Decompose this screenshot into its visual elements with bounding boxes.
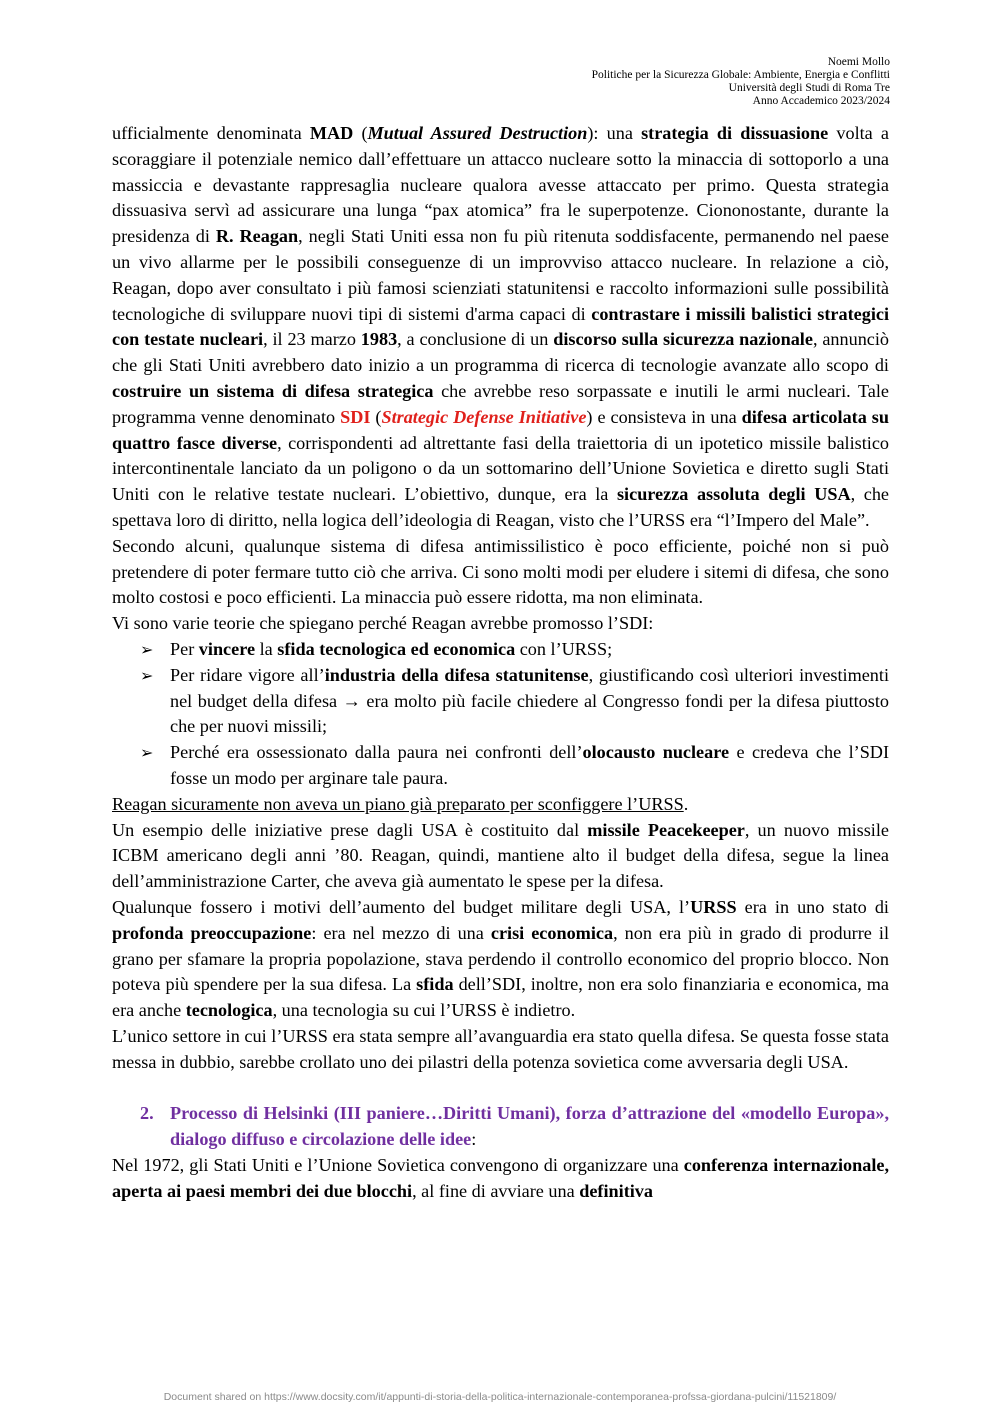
bold-text: missile Peacekeeper xyxy=(587,819,745,840)
bold-text: difesa articolata su quattro fasce diverse xyxy=(112,406,889,453)
text: , il 23 marzo xyxy=(263,329,361,350)
bold-text: contrastare i missili balistici strategici con testate nucleari xyxy=(112,303,889,350)
text: la xyxy=(255,638,278,659)
text: volta a scoraggiare il potenziale nemico dall’effettuare un attacco nucleare sotto la minaccia di sottoporlo a una massiccia e devastante rappresaglia nucleare qualora avesse attaccato per primo. Questa strategia dissuasiva servì ad assicurare una lunga “pax atomica” fra le superpotenze. Ciononostante, durante la presidenza di xyxy=(112,123,889,247)
header-course: Politiche per la Sicurezza Globale: Ambiente, Energia e Conflitti xyxy=(591,69,890,81)
bold-text: MAD xyxy=(309,123,354,143)
text: ( xyxy=(353,123,368,143)
text: , al fine di avviare una xyxy=(412,1180,580,1201)
bold-text: industria della difesa statunitense xyxy=(324,664,589,685)
bold-text: discorso sulla sicurezza nazionale xyxy=(553,329,813,350)
paragraph-theories-intro: Vi sono varie teorie che spiegano perché Reagan avrebbe promosso l’SDI: xyxy=(112,613,654,634)
underlined-text: Reagan sicuramente non aveva un piano già preparato per sconfiggere l’URSS xyxy=(112,793,684,814)
text: con l’URSS; xyxy=(515,638,613,659)
text: , giustificando così ulteriori investimenti nel budget della difesa → era molto più facile chiedere al Congresso fondi per la difesa piuttosto che per nuovi missili; xyxy=(170,664,889,737)
bold-text: tecnologica xyxy=(185,1000,273,1021)
paragraph-avant-garde: L’unico settore in cui l’URSS era stata sempre all’avanguardia era stato quella difesa. Se questa fosse stata messa in dubbio, sarebbe crollato uno dei pilastri della potenza sovietica come avversaria degli USA. xyxy=(112,1025,889,1072)
bold-text: URSS xyxy=(690,896,737,917)
text: che avrebbe reso sorpassate e inutili le armi nucleari. Tale programma venne denominato xyxy=(112,380,889,427)
bold-text: sfida xyxy=(416,974,454,995)
bold-text: conferenza internazionale, aperta ai paesi membri dei due blocchi xyxy=(112,1154,889,1201)
list-item xyxy=(140,663,889,740)
text: era in uno stato di xyxy=(736,896,889,917)
text: : xyxy=(471,1129,477,1150)
text: Per ridare vigore all’ xyxy=(170,664,325,685)
text: , non era più in grado di produrre il grano per sfamare la propria popolazione, stava perdendo il controllo economico del proprio blocco. Non poteva più spendere per la sua difesa. La xyxy=(112,922,889,995)
bold-italic-text: Mutual Assured Destruction xyxy=(367,123,588,143)
section-heading xyxy=(112,1101,889,1153)
text: Un esempio delle iniziative prese dagli USA è costituito dal xyxy=(112,819,588,840)
paragraph-no-plan xyxy=(112,792,889,818)
text: dell’SDI, inoltre, non era solo finanziaria e economica, ma era anche xyxy=(112,974,889,1021)
arrow-bullet-icon: ➢ xyxy=(140,639,154,659)
text: e credeva che l’SDI fosse un modo per arginare tale paura. xyxy=(170,742,889,788)
text: , che spettava loro di diritto, nella logica dell’ideologia di Reagan, visto che l’URSS era “l’Impero del Male”. xyxy=(112,484,889,530)
text: Per xyxy=(170,638,199,659)
text: , corrispondenti ad altrettante fasi della traiettoria di un ipotetico missile balistico intercontinentale lanciato da un poligono o da un sottomarino dell’Unione Sovietica e diretto sugli Stati Uniti con le relative testate nucleari. L’obiettivo, dunque, era la xyxy=(112,432,889,505)
bold-text: definitiva xyxy=(579,1180,653,1201)
red-bold-italic-text: Strategic Defense Initiative xyxy=(381,406,587,427)
paragraph-urss-crisis xyxy=(112,895,889,1024)
bold-text: sicurezza assoluta degli USA xyxy=(616,484,851,505)
theories-list xyxy=(112,637,889,792)
bold-text: R. Reagan xyxy=(215,226,299,247)
bold-text: sfida tecnologica ed economica xyxy=(277,638,516,659)
text: : era nel mezzo di una xyxy=(311,922,491,943)
arrow-bullet-icon: ➢ xyxy=(140,743,154,763)
bold-text: vincere xyxy=(198,638,256,659)
text: ): una xyxy=(587,123,642,143)
text: . xyxy=(683,793,689,814)
section-number: 2. xyxy=(140,1103,154,1124)
document-body xyxy=(112,121,889,1204)
paragraph-mad-sdi xyxy=(112,121,889,534)
list-item xyxy=(140,637,889,663)
red-bold-text: SDI xyxy=(340,406,371,427)
text: , negli Stati Uniti essa non fu più ritenuta soddisfacente, permanendo nel paese un vivo allarme per le possibili conseguenze di un improvviso attacco nucleare. In relazione a ciò, Reagan, dopo aver consultato i più famosi scienziati statunitensi e raccolto informazioni sulle possibilità tecnologiche di sviluppare nuovi tipi di sistemi d'arma capaci di xyxy=(112,226,889,324)
text: Perché era ossessionato dalla paura nei confronti dell’ xyxy=(170,742,583,763)
text: ( xyxy=(370,406,382,427)
text: , un nuovo missile ICBM americano degli anni ’80. Reagan, quindi, mantiene alto il budget della difesa, segue la linea dell’amministrazione Carter, che aveva già aumentato le spese per la difesa. xyxy=(112,819,889,892)
text: Nel 1972, gli Stati Uniti e l’Unione Sovietica convengono di organizzare una xyxy=(112,1154,684,1175)
bold-text: profonda preoccupazione xyxy=(112,922,312,943)
arrow-bullet-icon: ➢ xyxy=(140,665,154,685)
text: , annunciò che gli Stati Uniti avrebbero dato inizio a un programma di ricerca di tecnologie avanzate allo scopo di xyxy=(112,329,890,376)
section-title: Processo di Helsinki (III paniere…Diritti Umani), forza d’attrazione del «modello Europa», dialogo diffuso e circolazione delle idee xyxy=(170,1103,889,1150)
bold-text: costruire un sistema di difesa strategica xyxy=(112,380,434,401)
bold-text: olocausto nucleare xyxy=(582,742,730,763)
header-author: Noemi Mollo xyxy=(827,56,890,68)
text: , una tecnologia su cui l’URSS è indietro. xyxy=(272,1000,576,1021)
text: , a conclusione di un xyxy=(397,329,554,350)
bold-text: crisi economica xyxy=(490,922,614,943)
paragraph-peacekeeper xyxy=(112,818,889,895)
page-header xyxy=(592,56,890,108)
list-item xyxy=(140,740,889,792)
bold-text: strategia di dissuasione xyxy=(641,123,829,143)
header-year: Anno Accademico 2023/2024 xyxy=(752,95,890,107)
blank-line xyxy=(112,1075,889,1101)
paragraph-missile-defense: Secondo alcuni, qualunque sistema di difesa antimissilistico è poco efficiente, poiché non si può pretendere di poter fermare tutto ciò che arriva. Ci sono molti modi per eludere i sitemi di difesa, che sono molto costosi e poco efficienti. La minaccia può essere ridotta, ma non eliminata. xyxy=(112,535,889,608)
page-footer: Document shared on https://www.docsity.com/it/appunti-di-storia-della-politica-internazionale-contemporanea-profssa-giordana-pulcini/11521809/ xyxy=(163,1391,837,1403)
text: ) e consisteva in una xyxy=(586,406,742,427)
header-university: Università degli Studi di Roma Tre xyxy=(728,82,890,94)
paragraph-helsinki xyxy=(112,1153,889,1205)
text: ufficialmente denominata xyxy=(112,123,310,143)
bold-text: 1983 xyxy=(360,329,398,350)
text: Qualunque fossero i motivi dell’aumento del budget militare degli USA, l’ xyxy=(112,896,691,917)
